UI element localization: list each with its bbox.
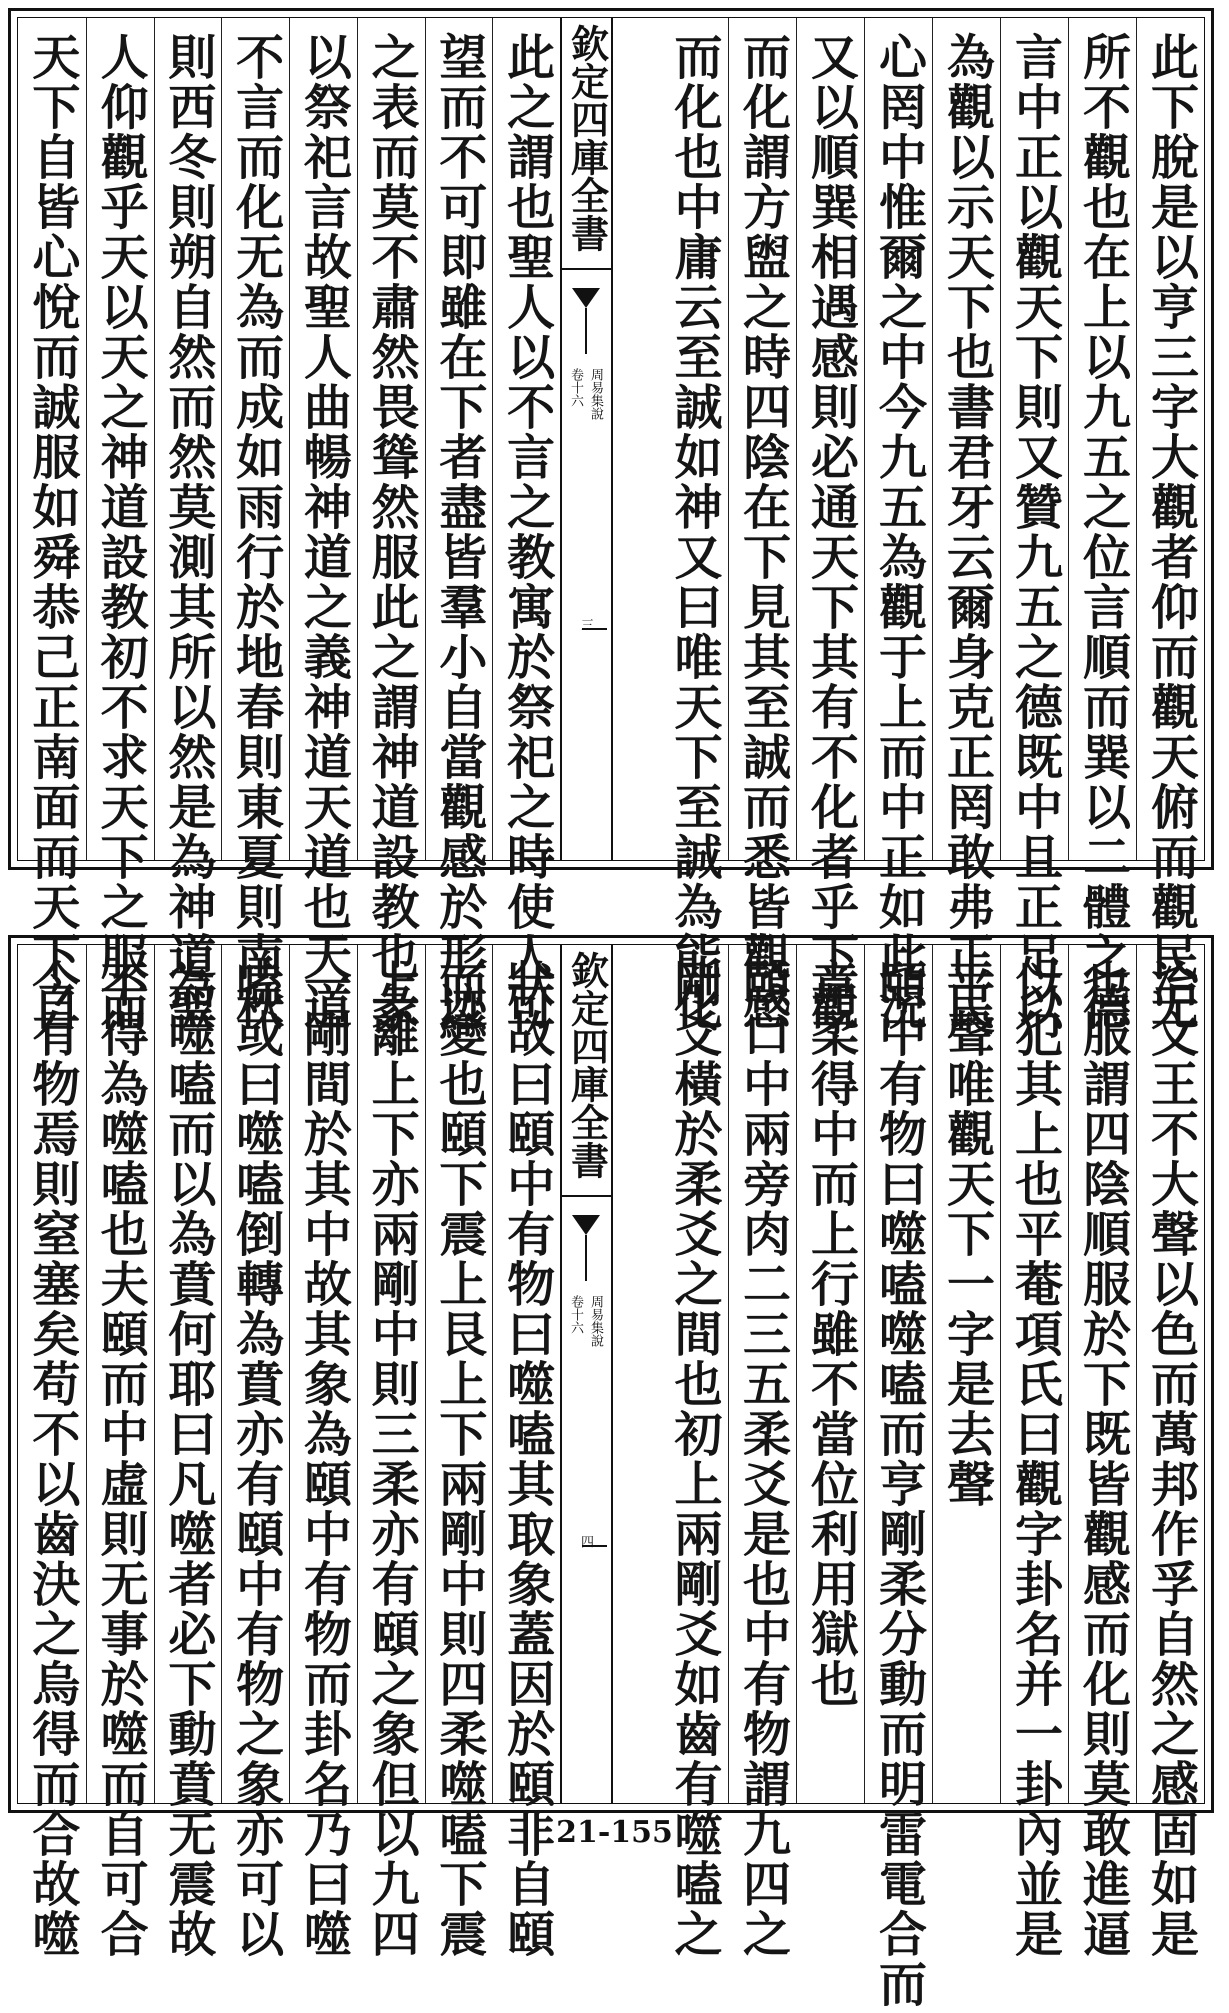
text-column: 則西冬則朔自然而然莫測其所以然是為神道聖	[154, 18, 222, 860]
center-fold-strip	[560, 18, 613, 860]
book-title: 周易集說	[588, 368, 603, 420]
text-column: 望而不可即雖在下者盡皆羣小自當觀感於形迹	[425, 18, 493, 860]
text-column: 而化謂方盥之時四陰在下見其至誠而悉皆觀感	[728, 18, 796, 860]
text-column: 為觀以示天下也書君牙云爾身克正罔敢弗正民	[932, 18, 1000, 860]
fishtail-mark-icon	[570, 1213, 602, 1283]
text-column: 上離上下亦兩剛中則三柔亦有頤之象但以九四	[357, 945, 425, 1803]
fishtail-mark-icon	[570, 286, 602, 356]
text-column: 天下自皆心悅而誠服如舜恭己正南面而天下自	[23, 32, 80, 1032]
book-title: 周易集說	[588, 1295, 603, 1347]
text-column: 一剛間於其中故其象為頤中有物而卦名乃曰噬	[289, 945, 357, 1803]
text-column: 不得為噬嗑也夫頤而中虛則无事於噬而自可合	[86, 945, 154, 1803]
page-frame	[17, 17, 1205, 1032]
volume-label: 卷十六	[568, 368, 583, 407]
text-column: 此之謂也聖人以不言之教寓於祭祀之時使人可	[492, 18, 560, 860]
text-column: 頤中有物曰噬嗑噬嗑而亨剛柔分動而明雷電合而	[864, 945, 932, 1803]
page-top	[8, 8, 1214, 1032]
text-column: 為噬嗑而以為賁何耶曰凡噬者必下動賁无震故	[154, 945, 222, 1803]
text-column: 心罔中惟爾之中今九五為觀于上而中正如此況	[864, 18, 932, 860]
strip-divider	[562, 268, 611, 270]
text-column: 剛爻橫於柔爻之間也初上兩剛爻如齒有噬嗑之	[666, 959, 722, 1959]
leaf-number: 四	[578, 1535, 593, 1548]
page-number: 21-155	[556, 1815, 673, 1850]
collection-title: 欽定四庫全書	[564, 24, 610, 252]
text-column: 今有物焉則窒塞矣苟不以齒決之烏得而合故噬	[23, 959, 80, 1959]
right-half-columns	[589, 18, 1204, 1032]
text-column: 以犯其上也平菴項氏曰觀字卦名并一卦內並是	[1000, 945, 1068, 1803]
text-column: 而化也中庸云至誠如神又曰唯天下至誠為能化	[666, 32, 722, 1032]
left-half-columns	[18, 18, 560, 1032]
volume-label: 卷十六	[568, 1295, 583, 1334]
text-column: 也服謂四陰順服於下既皆觀感而化則莫敢進逼	[1068, 945, 1136, 1803]
text-column: 頤口中兩旁肉二三五柔爻是也中有物謂九四之	[728, 945, 796, 1803]
strip-divider	[562, 1195, 611, 1197]
text-column: 平聲唯觀天下一字是去聲	[932, 945, 1000, 1803]
text-column: 而變也頤下震上艮上下兩剛中則四柔噬嗑下震	[425, 945, 493, 1803]
text-column: 不言而化无為而成如雨行於地春則東夏則南秋	[221, 18, 289, 860]
text-column: 治文王不大聲以色而萬邦作孚自然之感固如是	[1136, 945, 1204, 1803]
text-column: 嗑或曰噬嗑倒轉為賁亦有頤中有物之象亦可以	[221, 945, 289, 1803]
text-column: 言中正以觀天下則又贊九五之德既中且正足以	[1000, 18, 1068, 860]
collection-title: 欽定四庫全書	[564, 951, 610, 1179]
text-column: 此下脫是以亨三字大觀者仰而觀天俯而觀民无	[1136, 18, 1204, 860]
leaf-number: 三	[578, 618, 593, 631]
text-column: 又以順巽相遇感則必通天下其有不化者乎下觀	[796, 18, 864, 860]
text-column: 人仰觀乎天以天之神道設教初不求天下之服而	[86, 18, 154, 860]
text-column: 之表而莫不肅然畏聳然服此之謂神道設教也彖	[357, 18, 425, 860]
left-half-columns	[18, 945, 560, 1959]
center-fold-strip	[560, 945, 613, 1803]
text-column: 以祭祀言故聖人曲暢神道之義神道天道也天道	[289, 18, 357, 860]
text-column: 所不觀也在上以九五之位言順而巽以二體之德	[1068, 18, 1136, 860]
text-column: 狀故曰頤中有物曰噬嗑其取象蓋因於頤非自頤	[492, 945, 560, 1803]
text-column: 章柔得中而上行雖不當位利用獄也	[796, 945, 864, 1803]
